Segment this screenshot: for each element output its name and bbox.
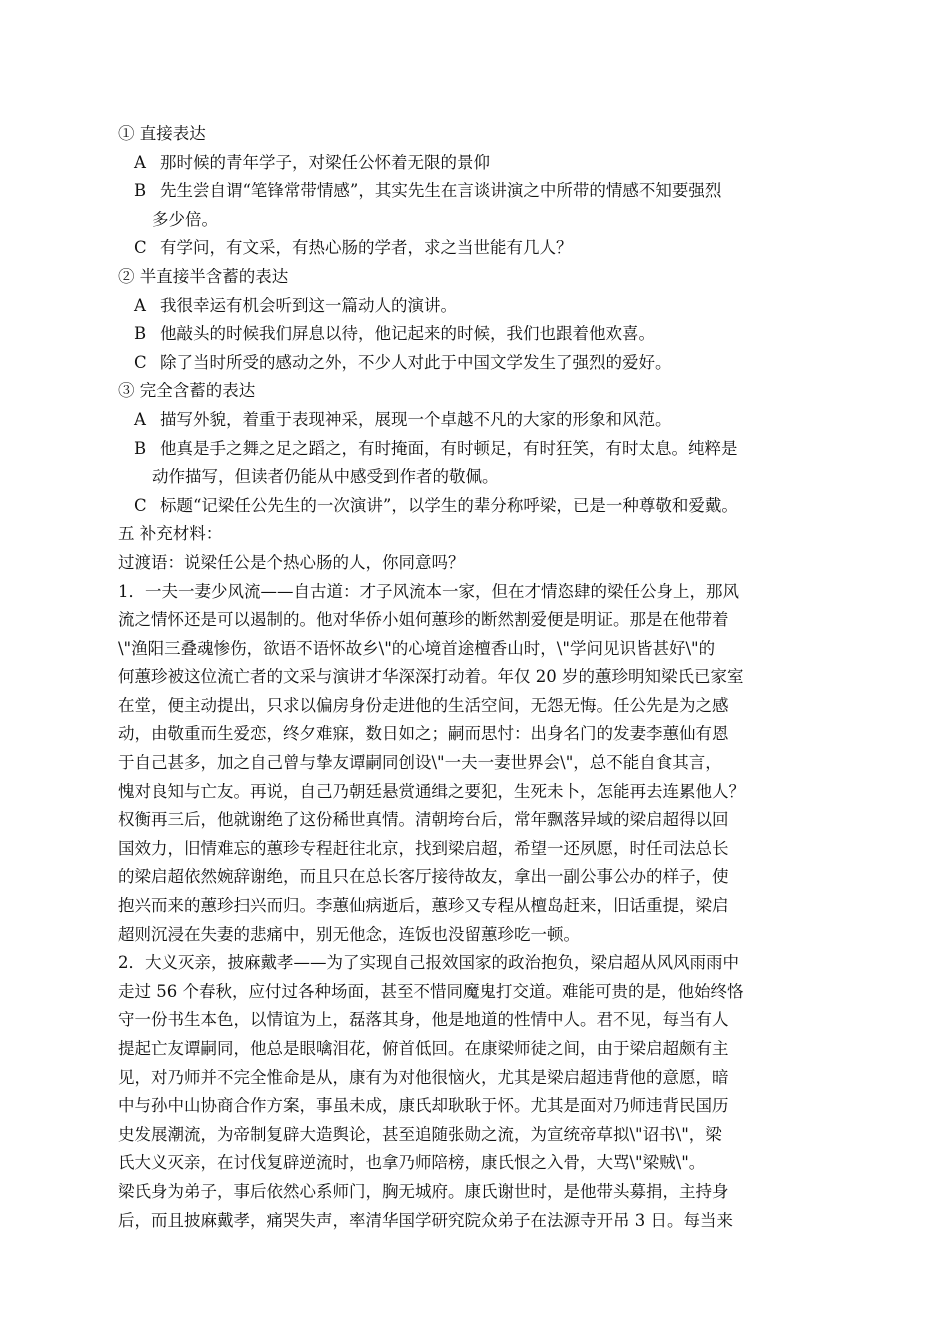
item-text: 那时候的青年学子，对梁任公怀着无限的景仰 [160,152,490,172]
item-letter: B [134,181,147,201]
supplement-heading: 五 补充材料： [118,524,223,544]
paragraph-line: 权衡再三后，他就谢绝了这份稀世真情。清朝垮台后，常年飘落异域的梁启超得以回 [118,810,729,830]
list-item [118,406,836,435]
paragraph-line: 提起亡友谭嗣同，他总是眼噙泪花，俯首低回。在康梁师徒之间，由于梁启超颇有主 [118,1039,729,1058]
item-text: 他真是手之舞之足之蹈之，有时掩面，有时顿足，有时狂笑，有时太息。纯粹是 [160,438,738,458]
paragraph-line: 1．一夫一妻少风流——自古道：才子风流本一家，但在才情恣肆的梁任公身上，那风 [118,581,739,601]
paragraph-line: 2．大义灭亲，披麻戴孝——为了实现自己报效国家的政治抱负，梁启超从风风雨雨中 [118,953,739,973]
list-item [118,292,836,321]
paragraph-line: 后，而且披麻戴孝，痛哭失声，率清华国学研究院众弟子在法源寺开吊 3 日。每当来 [118,1210,733,1230]
item-text: 除了当时所受的感动之外，不少人对此于中国文学发生了强烈的爱好。 [160,352,672,372]
paragraph-line: 超则沉浸在失妻的悲痛中，别无他念，连饭也没留蕙珍吃一顿。 [118,924,580,944]
item-letter: C [134,238,147,258]
item-continuation: 动作描写，但读者仍能从中感受到作者的敬佩。 [152,467,499,487]
transition-text: 过渡语：说梁任公是个热心肠的人，你同意吗？ [118,552,465,572]
paragraph-line: 流之情怀还是可以遏制的。他对华侨小姐何蕙珍的断然割爱便是明证。那是在他带着 [118,610,729,630]
item-text: 先生尝自谓“笔锋常带情感”，其实先生在言谈讲演之中所带的情感不知要强烈 [160,181,722,201]
paragraph-line: 梁氏身为弟子，事后依然心系师门，胸无城府。康氏谢世时，是他带头募捐，主持身 [118,1181,729,1201]
paragraph-line: 动，由敬重而生爱恋，终夕难寐，数日如之；嗣而思忖：出身名门的发妻李蕙仙有恩 [118,724,729,744]
paragraph-line: 于自己甚多，加之自己曾与挚友谭嗣同创设\"一夫一妻世界会\"，总不能自食其言， [118,753,722,773]
paragraph-line: 中与孙中山协商合作方案，事虽未成，康氏却耿耿于怀。尤其是面对乃师违背民国历 [118,1096,729,1116]
item-text: 有学问，有文采，有热心肠的学者，求之当世能有几人？ [160,238,573,258]
section-heading-semi: ② 半直接半含蓄的表达 [118,266,289,286]
list-item [118,234,836,263]
list-item [118,149,836,178]
item-letter: C [134,495,147,515]
item-letter: A [134,152,146,172]
item-text: 他敲头的时候我们屏息以待，他记起来的时候，我们也跟着他欢喜。 [160,324,655,344]
list-item [118,435,836,464]
list-item [118,320,836,349]
list-item [118,177,836,206]
paragraph-line: 在堂，便主动提出，只求以偏房身份走进他的生活空间，无怨无悔。任公先是为之感 [118,695,729,715]
item-text: 标题“记梁任公先生的一次演讲”，以学生的辈分称呼梁，已是一种尊敬和爱戴。 [160,495,738,515]
list-item [118,492,836,521]
paragraph-line: 国效力，旧情难忘的蕙珍专程赶往北京，找到梁启超，希望一还夙愿，时任司法总长 [118,838,729,858]
item-letter: B [134,438,147,458]
section-heading-implicit: ③ 完全含蓄的表达 [118,381,256,401]
paragraph-2 [118,949,836,1235]
paragraph-line: 愧对良知与亡友。再说，自己乃朝廷悬赏通缉之要犯，生死未卜，怎能再去连累他人？ [118,781,745,801]
paragraph-line: 的梁启超依然婉辞谢绝，而且只在总长客厅接待故友，拿出一副公事公办的样子，使 [118,867,729,887]
paragraph-line: 抱兴而来的蕙珍扫兴而归。李蕙仙病逝后，蕙珍又专程从檀岛赶来，旧话重提，梁启 [118,896,729,916]
paragraph-line: 史发展潮流，为帝制复辟大造舆论，甚至追随张勋之流，为宣统帝草拟\"诏书\"，梁 [118,1124,722,1144]
item-letter: B [134,324,147,344]
paragraph-line: 守一份书生本色，以情谊为上，磊落其身，他是地道的性情中人。君不见，每当有人 [118,1010,729,1030]
item-letter: A [134,295,146,315]
paragraph-line: 何蕙珍被这位流亡者的文采与演讲才华深深打动着。年仅 20 岁的蕙珍明知梁氏已家室 [118,667,744,687]
paragraph-line: \"渔阳三叠魂惨伤，欲语不语怀故乡\"的心境首途檀香山时，\"学问见识皆甚好\"的 [118,638,716,658]
paragraph-line: 氏大义灭亲，在讨伐复辟逆流时，也拿乃师陪榜，康氏恨之入骨，大骂\"梁贼\"。 [118,1153,706,1173]
paragraph-1 [118,578,836,950]
item-text: 描写外貌，着重于表现神采，展现一个卓越不凡的大家的形象和风范。 [160,409,672,429]
section-heading-direct: ① 直接表达 [118,124,206,143]
list-item [118,349,836,378]
paragraph-line: 见，对乃师并不完全惟命是从，康有为对他很恼火，尤其是梁启超违背他的意愿，暗 [118,1067,729,1087]
paragraph-line: 走过 56 个春秋，应付过各种场面，甚至不惜同魔鬼打交道。难能可贵的是，他始终恪 [118,981,744,1001]
item-letter: A [134,409,146,429]
item-continuation: 多少倍。 [152,209,218,229]
item-letter: C [134,352,147,372]
document-body [118,120,836,1235]
item-text: 我很幸运有机会听到这一篇动人的演讲。 [160,295,457,315]
